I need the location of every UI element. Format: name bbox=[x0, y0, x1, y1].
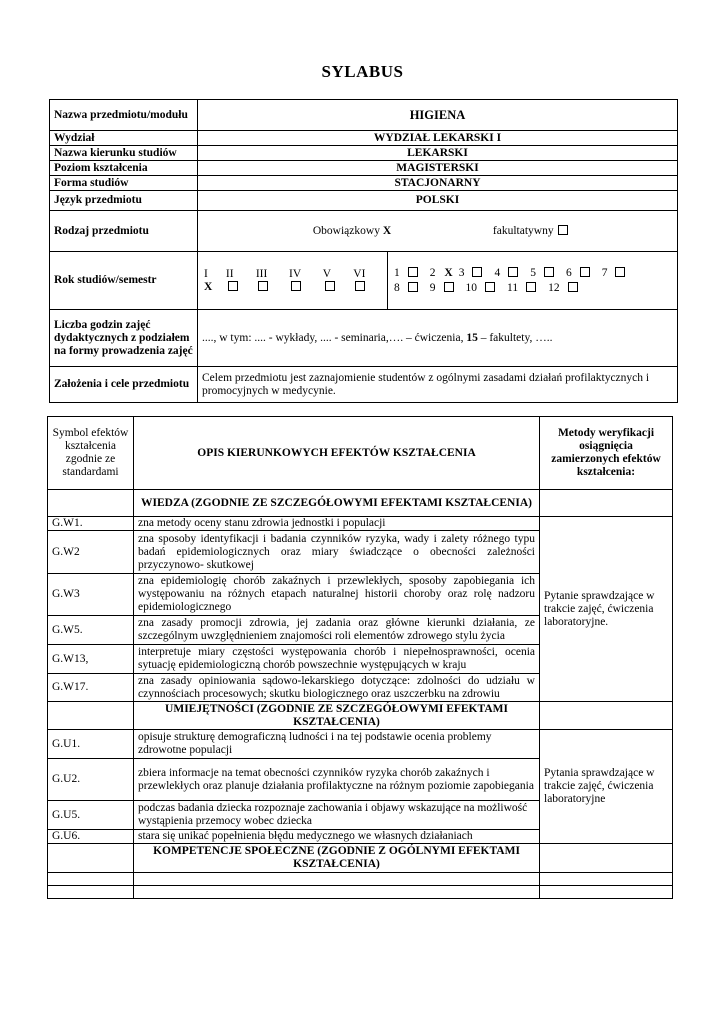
knowledge-symbol: G.W2 bbox=[48, 531, 134, 574]
knowledge-text: zna metody oceny stanu zdrowia jednostki i populacji bbox=[134, 517, 540, 531]
knowledge-symbol: G.W13, bbox=[48, 645, 134, 674]
semester-option-7: 7 bbox=[602, 267, 632, 280]
semester-option-5: 5 bbox=[530, 267, 560, 280]
field-value: LEKARSKI bbox=[198, 146, 678, 161]
knowledge-header: WIEDZA (ZGODNIE ZE SZCZEGÓŁOWYMI EFEKTAMI KSZTAŁCENIA) bbox=[134, 490, 540, 517]
skills-symbol: G.U6. bbox=[48, 830, 134, 844]
semester-option-1: 1 bbox=[394, 267, 424, 280]
checkbox-icon bbox=[580, 267, 590, 277]
col-description-header: OPIS KIERUNKOWYCH EFEKTÓW KSZTAŁCENIA bbox=[134, 417, 540, 490]
subject-value: HIGIENA bbox=[198, 100, 678, 131]
year-option-IV: IV bbox=[289, 268, 318, 294]
checkbox-icon bbox=[355, 281, 365, 291]
subject-label: Nazwa przedmiotu/modułu bbox=[50, 100, 198, 131]
goals-label: Założenia i cele przedmiotu bbox=[50, 367, 198, 403]
skills-text: opisuje strukturę demograficzną ludności i na tej podstawie ocenia problemy zdrowotne populacji bbox=[134, 730, 540, 759]
year-option-V: V bbox=[323, 268, 349, 294]
syllabus-info-table bbox=[49, 99, 678, 403]
language-label: Język przedmiotu bbox=[50, 191, 198, 211]
year-option-VI: VI bbox=[353, 268, 382, 294]
checkbox-icon bbox=[444, 282, 454, 292]
form-label: Forma studiów bbox=[50, 176, 198, 191]
semester-option-10: 10 bbox=[466, 282, 502, 295]
checkbox-icon bbox=[325, 281, 335, 291]
col-symbol-header: Symbol efektów kształcenia zgodnie ze standardami bbox=[48, 417, 134, 490]
skills-symbol: G.U1. bbox=[48, 730, 134, 759]
checkbox-icon bbox=[544, 267, 554, 277]
skills-method: Pytania sprawdzające w trakcie zajęć, ćwiczenia laboratoryjne bbox=[540, 730, 673, 844]
knowledge-text: zna sposoby identyfikacji i badania czynników ryzyka, wady i zalety różnego typu badań epidemiologicznych oraz miary świadczące o obecności zależności przyczynowo- skutkowej bbox=[134, 531, 540, 574]
checkbox-icon bbox=[258, 281, 268, 291]
check-mark: X bbox=[204, 280, 213, 293]
semester-option-4: 4 bbox=[494, 267, 524, 280]
skills-text: zbiera informacje na temat obecności czynników ryzyka chorób zakaźnych i przewlekłych oraz planuje działania profilaktyczne na różnym poziomie zapobiegania bbox=[134, 759, 540, 801]
checkbox-icon bbox=[485, 282, 495, 292]
knowledge-symbol: G.W5. bbox=[48, 616, 134, 645]
learning-outcomes-table bbox=[47, 416, 673, 899]
knowledge-symbol: G.W3 bbox=[48, 574, 134, 616]
knowledge-text: zna zasady promocji zdrowia, jej zadania oraz główne kierunki działania, ze szczególnym uwzględnieniem znajomości roli elementów zdrowego stylu życia bbox=[134, 616, 540, 645]
checkbox-icon bbox=[408, 282, 418, 292]
skills-header: UMIEJĘTNOŚCI (ZGODNIE ZE SZCZEGÓŁOWYMI EFEKTAMI KSZTAŁCENIA) bbox=[134, 702, 540, 730]
semester-option-2: 2 X bbox=[429, 266, 453, 279]
semester-options bbox=[388, 252, 677, 309]
year-option-III: III bbox=[256, 268, 284, 294]
goals-value: Celem przedmiotu jest zaznajomienie studentów z ogólnymi zasadami działań profilaktycznych i promocyjnych w medycynie. bbox=[198, 367, 678, 403]
skills-text: podczas badania dziecka rozpoznaje zachowania i objawy wskazujące na możliwość wystąpienia przemocy wobec dziecka bbox=[134, 801, 540, 830]
checkbox-icon bbox=[291, 281, 301, 291]
checkbox-icon bbox=[558, 225, 568, 235]
level-value: MAGISTERSKI bbox=[198, 161, 678, 176]
checkbox-icon bbox=[228, 281, 238, 291]
semester-option-11: 11 bbox=[507, 282, 542, 295]
semester-option-12: 12 bbox=[548, 282, 584, 295]
knowledge-text: zna epidemiologię chorób zakaźnych i przewlekłych, sposoby zapobiegania ich występowaniu na różnych etapach naturalnej historii choroby oraz rolę nadzoru epidemiologicznego bbox=[134, 574, 540, 616]
skills-symbol: G.U2. bbox=[48, 759, 134, 801]
language-value: POLSKI bbox=[198, 191, 678, 211]
competence-header: KOMPETENCJE SPOŁECZNE (ZGODNIE Z OGÓLNYMI EFEKTAMI KSZTAŁCENIA) bbox=[134, 844, 540, 873]
year-options bbox=[198, 252, 388, 309]
semester-option-3: 3 bbox=[459, 267, 489, 280]
form-value: STACJONARNY bbox=[198, 176, 678, 191]
col-methods-header: Metody weryfikacji osiągnięcia zamierzonych efektów kształcenia: bbox=[540, 417, 673, 490]
semester-option-8: 8 bbox=[394, 282, 424, 295]
skills-symbol: G.U5. bbox=[48, 801, 134, 830]
year-label: Rok studiów/semestr bbox=[50, 252, 198, 310]
checkbox-icon bbox=[526, 282, 536, 292]
checkbox-icon bbox=[408, 267, 418, 277]
type-elective: fakultatywny bbox=[493, 225, 569, 237]
skills-text: stara się unikać popełnienia błędu medycznego we własnych działaniach bbox=[134, 830, 540, 844]
faculty-label: Wydział bbox=[50, 131, 198, 146]
knowledge-symbol: G.W1. bbox=[48, 517, 134, 531]
year-option-II: II bbox=[226, 268, 251, 294]
hours-label: Liczba godzin zajęć dydaktycznych z podziałem na formy prowadzenia zajęć bbox=[50, 310, 198, 367]
knowledge-text: zna zasady opiniowania sądowo-lekarskiego dotyczące: zdolności do udziału w czynnościach procesowych; skutku biologicznego oraz uszczerbku na zdrowiu bbox=[134, 674, 540, 702]
type-mandatory: Obowiązkowy X bbox=[312, 224, 392, 237]
field-label: Nazwa kierunku studiów bbox=[50, 146, 198, 161]
knowledge-text: interpretuje miary częstości występowania chorób i niepełnosprawności, ocenia sytuację epidemiologiczną chorób powszechnie występujących w kraju bbox=[134, 645, 540, 674]
checkbox-icon bbox=[472, 267, 482, 277]
checkbox-icon bbox=[568, 282, 578, 292]
page-title: SYLABUS bbox=[321, 62, 404, 81]
checkbox-icon bbox=[615, 267, 625, 277]
semester-option-6: 6 bbox=[566, 267, 596, 280]
level-label: Poziom kształcenia bbox=[50, 161, 198, 176]
check-mark: X bbox=[441, 266, 453, 279]
type-label: Rodzaj przedmiotu bbox=[50, 211, 198, 252]
year-option-I: I X bbox=[204, 267, 213, 293]
faculty-value: WYDZIAŁ LEKARSKI I bbox=[198, 131, 678, 146]
checkbox-icon bbox=[508, 267, 518, 277]
type-options bbox=[198, 211, 678, 252]
knowledge-symbol: G.W17. bbox=[48, 674, 134, 702]
knowledge-method: Pytanie sprawdzające w trakcie zajęć, ćwiczenia laboratoryjne. bbox=[540, 517, 673, 702]
hours-value: ...., w tym: .... - wykłady, .... - seminaria,…. – ćwiczenia, 15 – fakultety, ….. bbox=[198, 310, 678, 367]
semester-option-9: 9 bbox=[430, 282, 460, 295]
